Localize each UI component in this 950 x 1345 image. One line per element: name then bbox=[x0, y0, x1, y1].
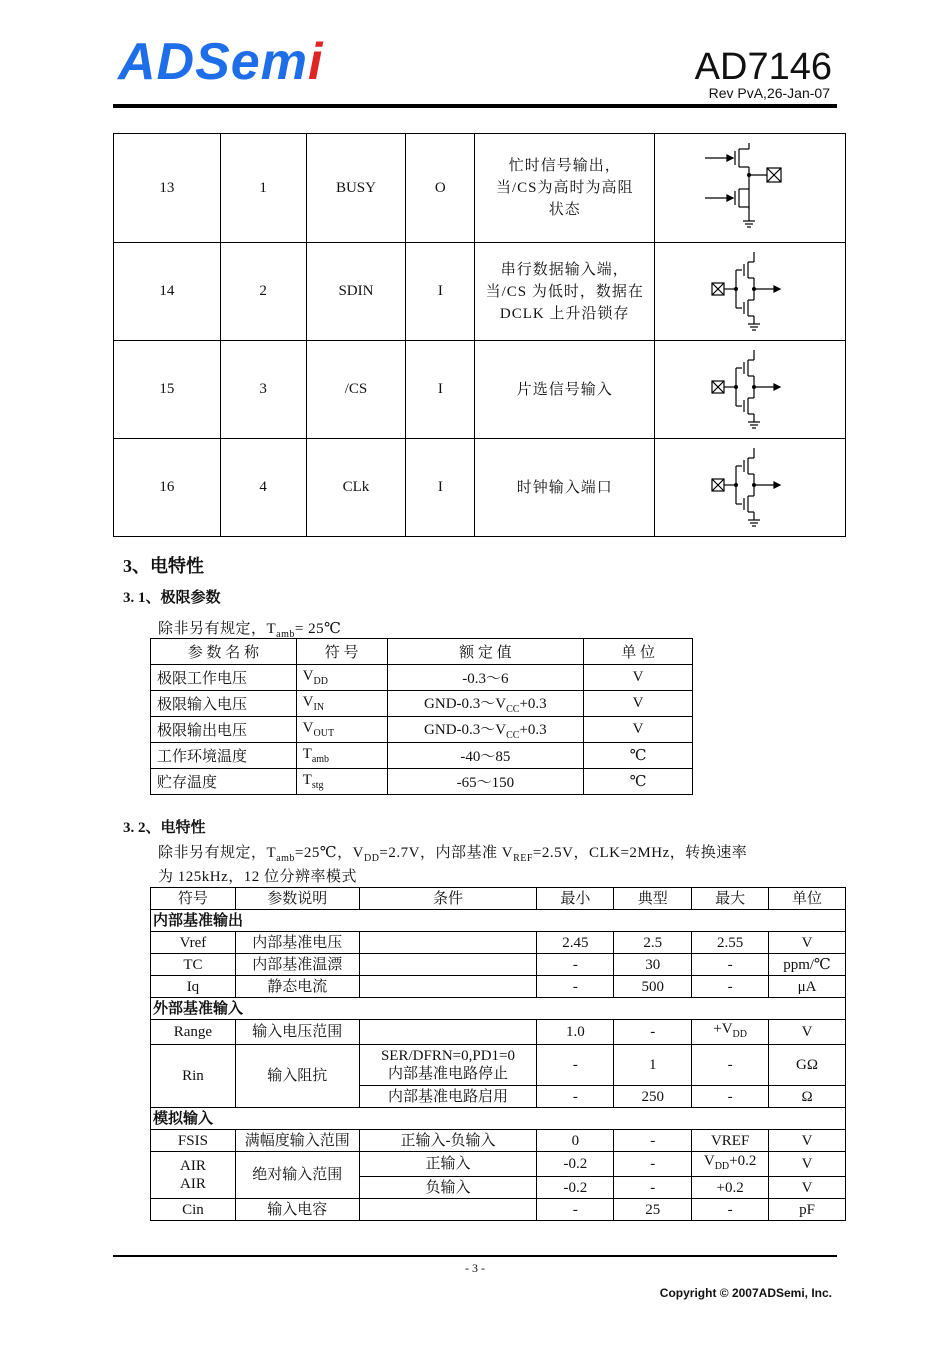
output-tristate-icon bbox=[655, 134, 846, 243]
electrical-table bbox=[150, 887, 846, 1221]
table-row: TC 内部基准温漂 - 30 - ppm/℃ bbox=[151, 954, 846, 976]
pin-description: 时钟输入端口 bbox=[475, 439, 655, 537]
limits-note: 除非另有规定，$T_{amb}=$ 25℃ bbox=[158, 621, 342, 640]
page-number: - 3 - bbox=[465, 1261, 485, 1275]
table-row: Rin 输入阻抗 SER/DFRN=0,PD1=0 内部基准电路停止 - 1 - GΩ bbox=[151, 1045, 846, 1086]
pin-row bbox=[114, 439, 846, 537]
pin-description: 片选信号输入 bbox=[475, 341, 655, 439]
pin-index: 4 bbox=[220, 439, 306, 537]
input-protect-icon bbox=[655, 439, 846, 537]
table-header-row bbox=[151, 639, 693, 665]
footer-rule bbox=[113, 1255, 837, 1257]
logo-text: ADSem bbox=[118, 33, 308, 91]
electrical-note-line2: 为 125kHz，12 位分辨率模式 bbox=[158, 869, 357, 885]
header-cell: 参 数 名 称 bbox=[151, 639, 297, 665]
copyright: Copyright © 2007ADSemi, Inc. bbox=[659, 1286, 832, 1300]
pin-index: 3 bbox=[220, 341, 306, 439]
section-row: 内部基准输出 bbox=[151, 910, 846, 932]
pin-direction: I bbox=[406, 341, 475, 439]
pin-direction: I bbox=[406, 243, 475, 341]
pin-number: 13 bbox=[114, 134, 221, 243]
pin-name: BUSY bbox=[306, 134, 406, 243]
input-protect-icon bbox=[655, 243, 846, 341]
pin-number: 16 bbox=[114, 439, 221, 537]
table-row: 极限工作电压 $V_{DD}$ -0.3～6 V bbox=[151, 665, 693, 691]
pin-direction: O bbox=[406, 134, 475, 243]
pin-number: 15 bbox=[114, 341, 221, 439]
header-rule bbox=[113, 104, 837, 108]
table-row: AIR AIR 绝对输入范围 正输入 -0.2 - $V_{DD}+0.2$ V bbox=[151, 1152, 846, 1177]
pin-name: /CS bbox=[306, 341, 406, 439]
pin-number: 14 bbox=[114, 243, 221, 341]
table-row: Cin 输入电容 - 25 - pF bbox=[151, 1199, 846, 1221]
pin-row bbox=[114, 134, 846, 243]
electrical-note-line1: 除非另有规定，$T_{amb}=25℃$，$V_{DD}=2.7V$，内部基准 $V_{REF}=2.5V$，CLK=2MHz，转换速率 bbox=[158, 845, 748, 864]
table-header-row: 符号 参数说明 条件 最小 典型 最大 单位 bbox=[151, 888, 846, 910]
table-row: 工作环境温度 $T_{amb}$ -40～85 ℃ bbox=[151, 743, 693, 769]
pin-direction: I bbox=[406, 439, 475, 537]
limits-table bbox=[150, 638, 693, 795]
pin-name: SDIN bbox=[306, 243, 406, 341]
table-row: 贮存温度 $T_{stg}$ -65～150 ℃ bbox=[151, 769, 693, 795]
table-row: 极限输出电压 $V_{OUT}$ GND-$0.3\sim V_{CC}+0.3$ V bbox=[151, 717, 693, 743]
table-row: Vref 内部基准电压 2.45 2.5 2.55 V bbox=[151, 932, 846, 954]
part-number: AD7146 bbox=[694, 46, 832, 88]
table-row: 内部基准电路启用 - 250 - Ω bbox=[151, 1086, 846, 1108]
input-protect-icon bbox=[655, 341, 846, 439]
pin-table bbox=[113, 133, 846, 537]
adsemi-logo bbox=[118, 32, 323, 92]
section-row: 外部基准输入 bbox=[151, 998, 846, 1020]
pin-name: CLk bbox=[306, 439, 406, 537]
subsection-title-limits: 3. 1、极限参数 bbox=[123, 590, 221, 606]
pin-description: 忙时信号输出，当/CS为高时为高阻状态 bbox=[475, 134, 655, 243]
pin-row bbox=[114, 243, 846, 341]
table-row: 极限输入电压 $V_{IN}$ GND-$0.3\sim V_{CC}+0.3$ V bbox=[151, 691, 693, 717]
table-row: FSIS 满幅度输入范围 正输入-负输入 0 - VREF V bbox=[151, 1130, 846, 1152]
pin-row bbox=[114, 341, 846, 439]
pin-index: 2 bbox=[220, 243, 306, 341]
revision: Rev PvA,26-Jan-07 bbox=[708, 85, 830, 101]
section-title: 3、电特性 bbox=[123, 556, 204, 576]
table-row: Iq 静态电流 - 500 - μA bbox=[151, 976, 846, 998]
header-cell: 额 定 值 bbox=[387, 639, 584, 665]
table-row: Range 输入电压范围 1.0 - $+V_{DD}$ V bbox=[151, 1020, 846, 1045]
logo-text-i: i bbox=[307, 33, 324, 91]
table-row: 负输入 -0.2 - +0.2 V bbox=[151, 1177, 846, 1199]
pin-description: 串行数据输入端，当/CS 为低时，数据在DCLK 上升沿锁存 bbox=[475, 243, 655, 341]
section-row: 模拟输入 bbox=[151, 1108, 846, 1130]
pin-index: 1 bbox=[220, 134, 306, 243]
subsection-title-electrical: 3. 2、电特性 bbox=[123, 820, 206, 836]
header-cell: 符 号 bbox=[296, 639, 387, 665]
header-cell: 单 位 bbox=[584, 639, 693, 665]
